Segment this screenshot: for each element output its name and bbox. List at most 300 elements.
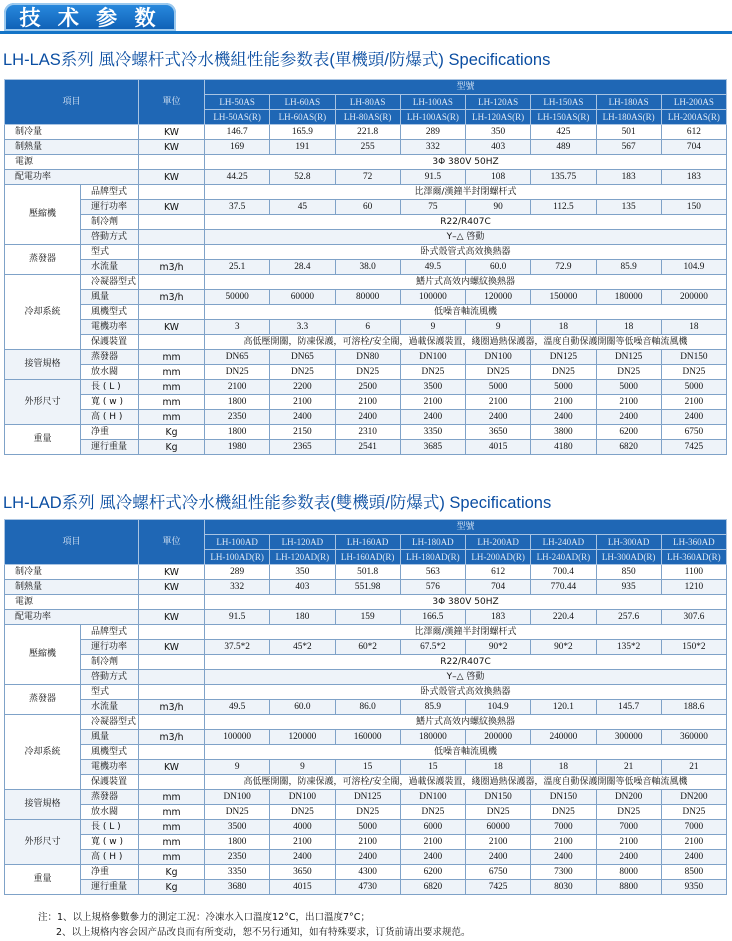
model-name-r: LH-200AD(R) [466,550,531,565]
row-value: 2400 [596,410,661,425]
row-unit: KW [139,610,205,625]
row-value: 60 [335,200,400,215]
row-value: 72 [335,170,400,185]
row-value: 700.4 [531,565,596,580]
row-value: 2100 [335,395,400,410]
row-span-value: 鰭片式高效内螺紋換熱器 [205,275,727,290]
row-value: 104.9 [661,260,726,275]
row-value: 489 [531,140,596,155]
row-sublabel: 放水閥 [81,365,139,380]
row-value: 2400 [661,410,726,425]
row-value: 2500 [335,380,400,395]
model-name-r: LH-100AD(R) [205,550,270,565]
row-unit [139,715,205,730]
model-name-r: LH-80AS(R) [335,110,400,125]
row-value: 112.5 [531,200,596,215]
table-row [5,565,727,580]
table-row [5,580,727,595]
row-value: 52.8 [270,170,335,185]
row-value: 332 [400,140,465,155]
row-value: 60.0 [270,700,335,715]
row-value: 2365 [270,440,335,455]
row-category: 壓縮機 [5,625,81,685]
row-value: 704 [466,580,531,595]
row-value: 120000 [270,730,335,745]
row-value: 180000 [596,290,661,305]
row-category: 冷却系統 [5,715,81,790]
table-row [5,245,727,260]
row-value: 240000 [531,730,596,745]
row-unit [139,185,205,200]
row-value: 2400 [661,850,726,865]
model-name: LH-100AD [205,535,270,550]
row-value: DN100 [270,790,335,805]
row-unit: m3/h [139,700,205,715]
row-unit [139,245,205,260]
table-row [5,260,727,275]
row-value: 18 [531,320,596,335]
table-row [5,595,727,610]
row-value: 7300 [531,865,596,880]
row-value: DN200 [596,790,661,805]
row-value: 9350 [661,880,726,895]
row-value: 2400 [531,850,596,865]
row-span-value: 低噪音軸流風機 [205,745,727,760]
row-value: 37.5 [205,200,270,215]
row-unit: mm [139,350,205,365]
table1-title: LH-LAS系列 風冷螺杆式冷水機組性能参数表(單機頭/防爆式) Specifications [3,51,551,69]
row-value: 1800 [205,425,270,440]
table-row [5,805,727,820]
row-value: 2100 [531,835,596,850]
table-row [5,820,727,835]
row-value: 183 [661,170,726,185]
row-category: 接管規格 [5,350,81,380]
row-value: DN25 [531,805,596,820]
row-value: DN25 [335,805,400,820]
row-value: 3350 [205,865,270,880]
row-value: 2400 [466,410,531,425]
row-value: 104.9 [466,700,531,715]
table-row [5,715,727,730]
row-value: 6000 [400,820,465,835]
spec-table-las [4,79,727,455]
row-value: 67.5*2 [400,640,465,655]
row-value: 160000 [335,730,400,745]
header-unit: 單位 [139,520,205,565]
model-name-r: LH-180AS(R) [596,110,661,125]
row-value: 44.25 [205,170,270,185]
row-value: 360000 [661,730,726,745]
table-row [5,440,727,455]
row-value: DN25 [596,805,661,820]
row-value: 935 [596,580,661,595]
row-value: 145.7 [596,700,661,715]
row-value: 2310 [335,425,400,440]
row-value: DN150 [466,790,531,805]
row-value: 576 [400,580,465,595]
row-sublabel: 保護裝置 [81,775,139,790]
row-sublabel: 運行功率 [81,640,139,655]
row-sublabel: 冷凝器型式 [81,715,139,730]
table-row [5,625,727,640]
row-value: DN100 [205,790,270,805]
row-value: DN100 [400,350,465,365]
row-value: 38.0 [335,260,400,275]
row-sublabel: 電機功率 [81,760,139,775]
row-value: 2100 [270,835,335,850]
row-value: 49.5 [400,260,465,275]
row-unit: KW [139,125,205,140]
row-value: DN125 [596,350,661,365]
row-value: DN25 [531,365,596,380]
table-row [5,335,727,350]
row-value: 8500 [661,865,726,880]
row-span-value: 高低壓開關，防凍保護，可溶栓/安全閥，過載保護裝置，綫圈過熱保護器，溫度自動保護開關等低噪音軸流風機 [205,335,727,350]
row-value: 2400 [270,410,335,425]
row-value: 2100 [596,835,661,850]
row-value: 850 [596,565,661,580]
row-value: 18 [466,760,531,775]
table-row [5,395,727,410]
row-sublabel: 寬 ( w ) [81,395,139,410]
row-value: 25.1 [205,260,270,275]
row-sublabel: 風機型式 [81,745,139,760]
row-unit [139,155,205,170]
row-label: 制熱量 [5,140,139,155]
model-name: LH-100AS [400,95,465,110]
row-label: 配電功率 [5,610,139,625]
row-span-value: Y–△ 啓動 [205,670,727,685]
model-name-r: LH-200AS(R) [661,110,726,125]
row-sublabel: 净重 [81,865,139,880]
row-value: 50000 [205,290,270,305]
row-sublabel: 型式 [81,685,139,700]
row-value: 166.5 [400,610,465,625]
row-value: 6820 [596,440,661,455]
row-sublabel: 長 ( L ) [81,820,139,835]
footnote-2: 2、以上規格内容会因产品改良而有所变动，恕不另行通知，如有特殊要求，订货前请出要求规范。 [56,927,471,938]
row-unit: mm [139,365,205,380]
row-value: 2400 [400,850,465,865]
row-value: 180000 [400,730,465,745]
row-value: 90*2 [466,640,531,655]
row-value: 15 [400,760,465,775]
footnote-1: 注：1、以上規格參數參力的測定工況：冷凍水入口溫度12°C，出口溫度7°C； [38,912,370,923]
row-sublabel: 品牌型式 [81,185,139,200]
row-unit: KW [139,140,205,155]
row-value: 28.4 [270,260,335,275]
row-category: 蒸發器 [5,685,81,715]
row-sublabel: 蒸發器 [81,350,139,365]
model-name: LH-180AD [400,535,465,550]
row-value: 3 [205,320,270,335]
row-category: 蒸發器 [5,245,81,275]
row-span-value: 低噪音軸流風機 [205,305,727,320]
row-value: 403 [270,580,335,595]
header-item: 項目 [5,520,139,565]
row-value: 2400 [466,850,531,865]
table-row [5,380,727,395]
row-sublabel: 運行功率 [81,200,139,215]
row-value: 60000 [270,290,335,305]
row-value: 90*2 [531,640,596,655]
row-value: 7000 [596,820,661,835]
table2-title: LH-LAD系列 風冷螺杆式冷水機組性能参数表(雙機頭/防爆式) Specifications [3,494,552,512]
row-value: 501 [596,125,661,140]
row-value: 5000 [335,820,400,835]
row-value: 2400 [270,850,335,865]
row-unit: KW [139,580,205,595]
row-value: 135.75 [531,170,596,185]
row-value: 612 [466,565,531,580]
row-span-value: 比澤爾/漢鐘半封閉螺杆式 [205,625,727,640]
table-row [5,745,727,760]
table-row [5,880,727,895]
row-value: 7425 [661,440,726,455]
row-value: 350 [270,565,335,580]
table-row [5,685,727,700]
row-sublabel: 啓動方式 [81,230,139,245]
row-unit [139,625,205,640]
table-row [5,730,727,745]
model-name: LH-200AD [466,535,531,550]
row-value: 289 [205,565,270,580]
model-name: LH-360AD [661,535,726,550]
table-row [5,835,727,850]
table-row [5,155,727,170]
row-span-value: 卧式殼管式高效換熱器 [205,245,727,260]
table-row [5,170,727,185]
table-row [5,320,727,335]
row-category: 外形尺寸 [5,820,81,865]
row-value: 8000 [596,865,661,880]
row-span-value: 鰭片式高效内螺紋換熱器 [205,715,727,730]
table-row [5,760,727,775]
header-badge: 技 术 参 数 [4,3,176,31]
row-unit: mm [139,850,205,865]
row-value: DN25 [270,365,335,380]
row-category: 接管規格 [5,790,81,820]
table-row [5,850,727,865]
row-value: 307.6 [661,610,726,625]
row-sublabel: 高 ( H ) [81,850,139,865]
row-value: DN25 [270,805,335,820]
row-sublabel: 水流量 [81,260,139,275]
row-value: 86.0 [335,700,400,715]
row-unit: mm [139,410,205,425]
table-row [5,790,727,805]
row-value: 5000 [661,380,726,395]
row-sublabel: 水流量 [81,700,139,715]
page-header [0,0,732,36]
row-value: 9 [466,320,531,335]
row-value: 257.6 [596,610,661,625]
row-unit: KW [139,320,205,335]
row-value: DN25 [596,365,661,380]
row-value: 85.9 [596,260,661,275]
row-sublabel: 電機功率 [81,320,139,335]
row-value: 3680 [205,880,270,895]
header-unit: 單位 [139,80,205,125]
row-value: 2100 [270,395,335,410]
model-name-r: LH-240AD(R) [531,550,596,565]
row-value: 289 [400,125,465,140]
row-value: 567 [596,140,661,155]
row-value: 85.9 [400,700,465,715]
row-value: DN25 [205,805,270,820]
row-value: 551.98 [335,580,400,595]
row-value: 18 [531,760,596,775]
header-row [5,80,727,95]
table-row [5,610,727,625]
row-value: 4730 [335,880,400,895]
table-row [5,290,727,305]
row-unit: mm [139,790,205,805]
row-sublabel: 净重 [81,425,139,440]
row-unit: KW [139,565,205,580]
header-model: 型號 [205,80,727,95]
row-value: 75 [400,200,465,215]
table-row [5,640,727,655]
row-value: 108 [466,170,531,185]
row-value: 2541 [335,440,400,455]
row-unit [139,215,205,230]
row-unit [139,230,205,245]
row-value: 2100 [596,395,661,410]
table-row [5,365,727,380]
row-unit: Kg [139,880,205,895]
row-value: 2100 [661,395,726,410]
row-value: 100000 [205,730,270,745]
row-unit: KW [139,170,205,185]
model-name: LH-120AD [270,535,335,550]
row-value: 2400 [335,850,400,865]
row-value: 45*2 [270,640,335,655]
row-sublabel: 啓動方式 [81,670,139,685]
table-row [5,350,727,365]
row-value: 183 [596,170,661,185]
row-unit [139,745,205,760]
row-unit: mm [139,805,205,820]
row-value: 91.5 [205,610,270,625]
row-value: 612 [661,125,726,140]
row-value: 2100 [400,835,465,850]
row-value: 183 [466,610,531,625]
table-row [5,185,727,200]
row-value: 8030 [531,880,596,895]
row-value: 1800 [205,395,270,410]
row-unit: Kg [139,440,205,455]
row-sublabel: 品牌型式 [81,625,139,640]
table-row [5,425,727,440]
row-unit [139,305,205,320]
row-value: 150000 [531,290,596,305]
row-value: 21 [661,760,726,775]
row-span-value: R22/R407C [205,215,727,230]
row-value: 1980 [205,440,270,455]
row-label: 制冷量 [5,565,139,580]
model-name: LH-80AS [335,95,400,110]
model-name: LH-120AS [466,95,531,110]
row-label: 制熱量 [5,580,139,595]
row-value: 3800 [531,425,596,440]
row-unit: mm [139,835,205,850]
table-row [5,125,727,140]
row-unit [139,595,205,610]
row-value: 4300 [335,865,400,880]
model-name: LH-300AD [596,535,661,550]
row-value: 191 [270,140,335,155]
row-value: 7000 [531,820,596,835]
row-value: DN25 [466,805,531,820]
model-name-r: LH-300AD(R) [596,550,661,565]
model-name-r: LH-120AD(R) [270,550,335,565]
row-sublabel: 冷凝器型式 [81,275,139,290]
row-value: 6750 [466,865,531,880]
row-value: 188.6 [661,700,726,715]
row-unit: KW [139,640,205,655]
row-unit: Kg [139,865,205,880]
row-value: 150 [661,200,726,215]
row-value: 60.0 [466,260,531,275]
row-value: 563 [400,565,465,580]
row-unit: m3/h [139,260,205,275]
row-unit: m3/h [139,730,205,745]
row-value: 2400 [596,850,661,865]
table-row [5,865,727,880]
row-value: DN65 [270,350,335,365]
row-span-value: 3Φ 380V 50HZ [205,155,727,170]
row-value: 3500 [400,380,465,395]
model-name: LH-150AS [531,95,596,110]
row-span-value: R22/R407C [205,655,727,670]
spec-table-lad [4,519,727,895]
row-sublabel: 風機型式 [81,305,139,320]
row-value: 2100 [531,395,596,410]
table-row [5,700,727,715]
table-row [5,655,727,670]
model-name-r: LH-150AS(R) [531,110,596,125]
model-name-r: LH-100AS(R) [400,110,465,125]
row-unit [139,670,205,685]
row-value: 120.1 [531,700,596,715]
row-unit: Kg [139,425,205,440]
row-value: 3685 [400,440,465,455]
table-row [5,230,727,245]
row-sublabel: 蒸發器 [81,790,139,805]
row-value: 2350 [205,850,270,865]
header-item: 項目 [5,80,139,125]
row-sublabel: 長 ( L ) [81,380,139,395]
row-value: 150*2 [661,640,726,655]
model-name-r: LH-180AD(R) [400,550,465,565]
row-value: 501.8 [335,565,400,580]
row-value: 135*2 [596,640,661,655]
row-value: 5000 [596,380,661,395]
row-unit [139,655,205,670]
row-value: 1100 [661,565,726,580]
row-value: DN65 [205,350,270,365]
row-value: 3350 [400,425,465,440]
row-value: 18 [661,320,726,335]
row-label: 制冷量 [5,125,139,140]
row-unit [139,685,205,700]
row-span-value: 高低壓開關，防凍保護，可溶栓/安全閥，過載保護裝置，綫圈過熱保護器，溫度自動保護開關等低噪音軸流風機 [205,775,727,790]
row-value: 4000 [270,820,335,835]
table-row [5,275,727,290]
row-label: 電源 [5,595,139,610]
